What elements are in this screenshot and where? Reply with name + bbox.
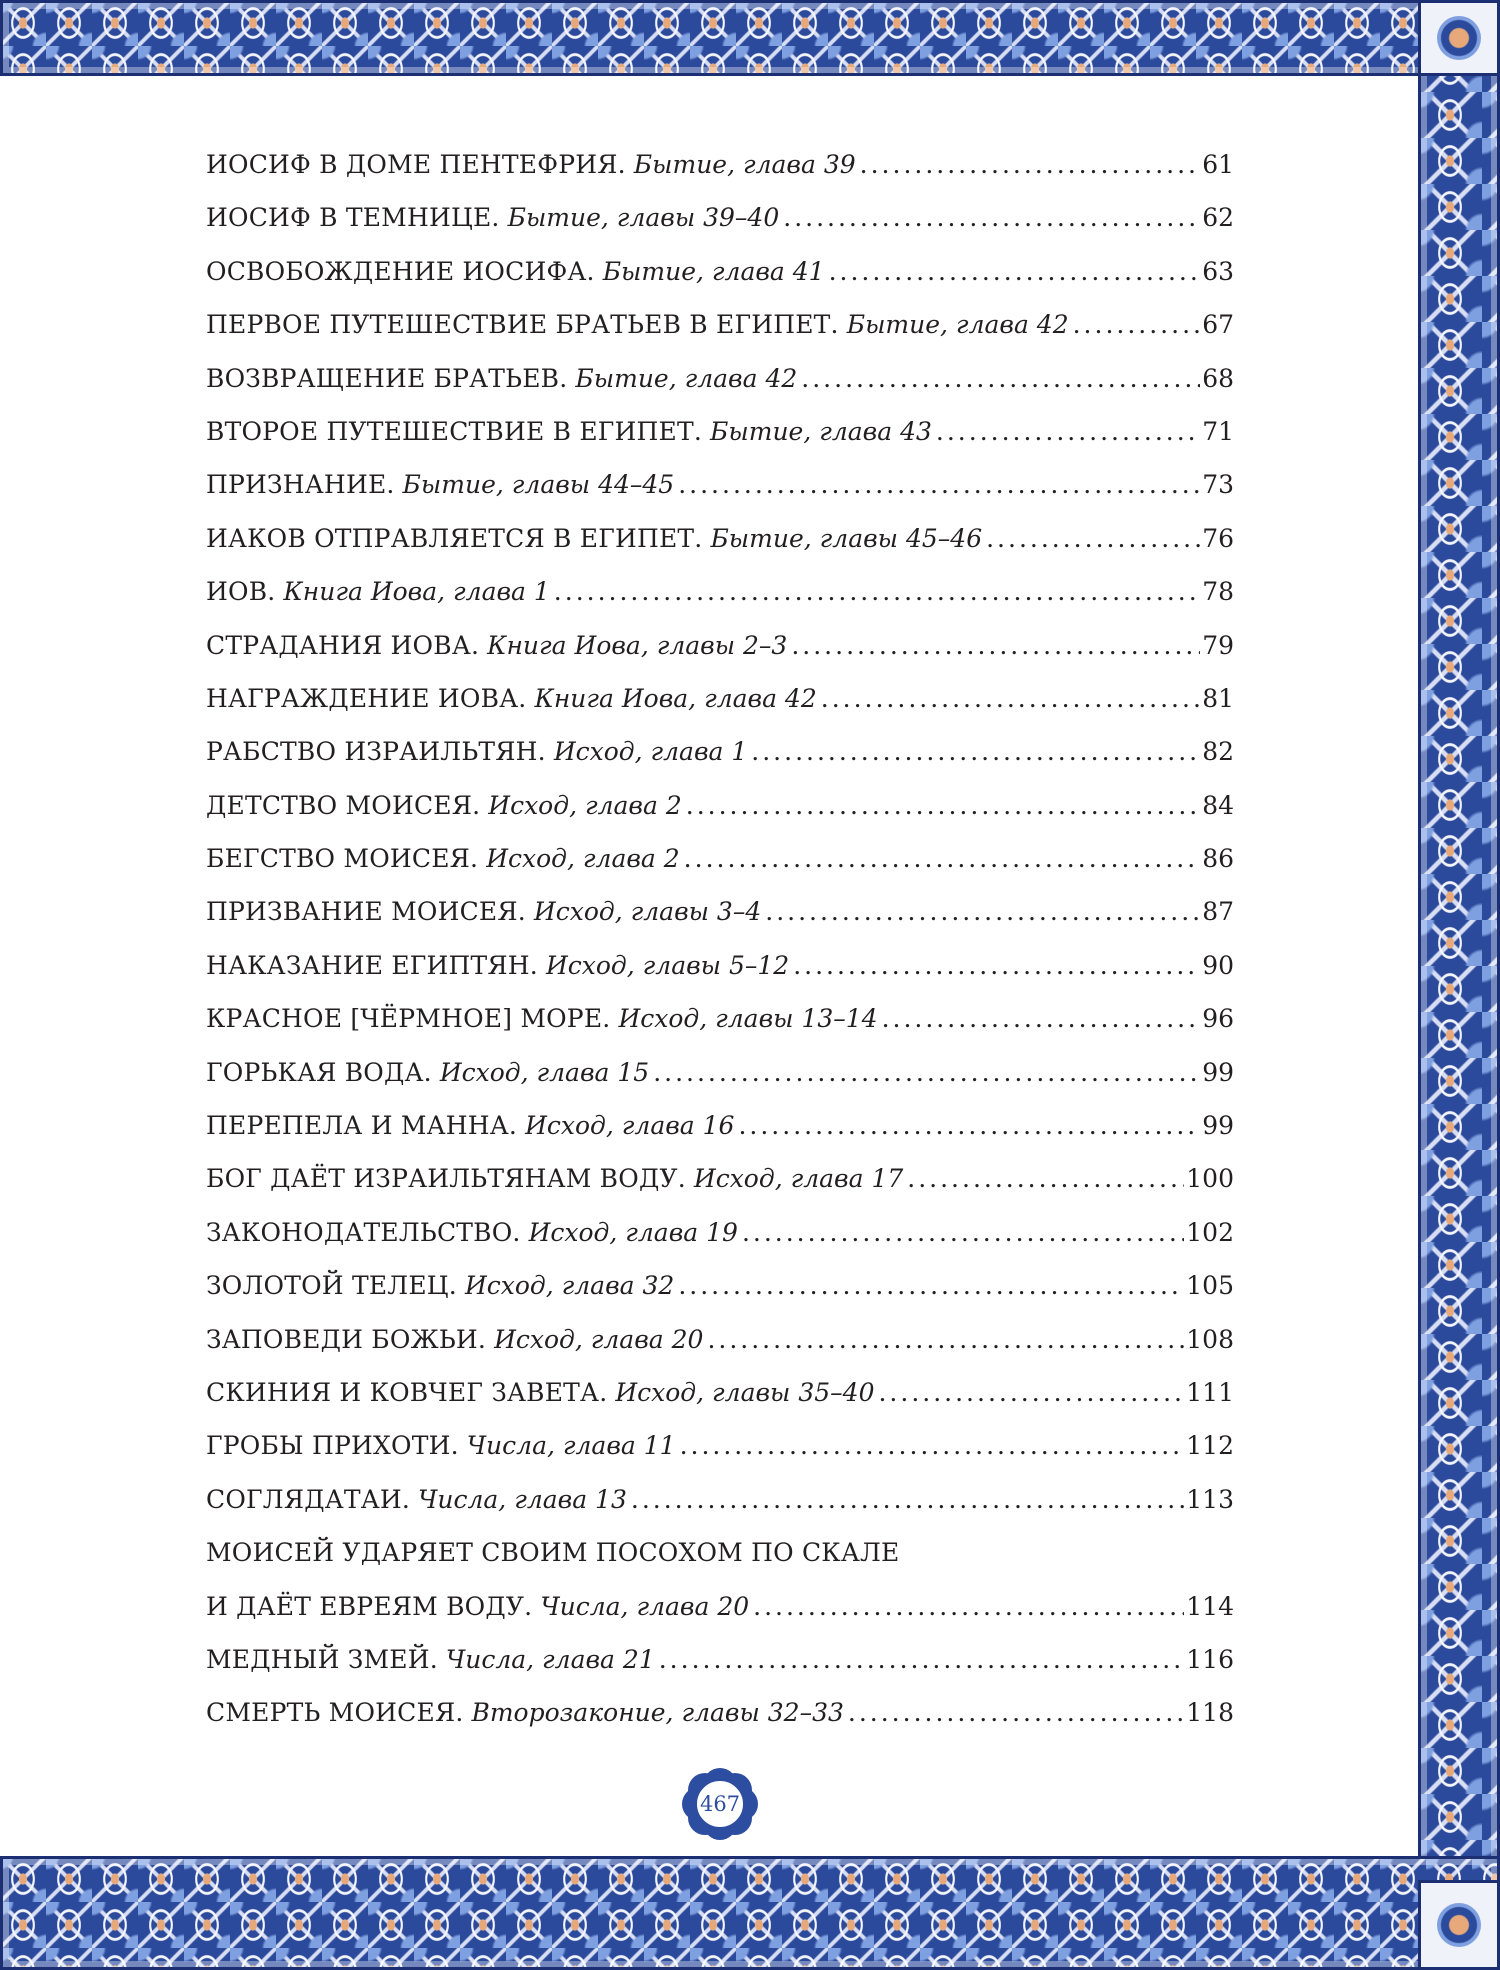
dot-leader bbox=[659, 1633, 1185, 1686]
toc-entry-page: 84 bbox=[1202, 790, 1234, 820]
toc-entry bbox=[206, 1313, 1234, 1366]
toc-entry-reference: Исход, главы 35–40 bbox=[615, 1377, 875, 1407]
toc-entry-page: 105 bbox=[1186, 1271, 1234, 1301]
toc-entry-reference: Исход, глава 2 bbox=[488, 790, 682, 820]
toc-entry-reference: Исход, глава 32 bbox=[464, 1271, 675, 1301]
toc-entry-reference: Числа, глава 11 bbox=[466, 1431, 676, 1461]
toc-entry-reference: Второзаконие, главы 32–33 bbox=[471, 1698, 844, 1728]
toc-entry-title: ИАКОВ ОТПРАВЛЯЕТСЯ В ЕГИПЕТ. bbox=[206, 523, 703, 553]
toc-entry-reference: Числа, глава 20 bbox=[540, 1591, 750, 1621]
toc-entry-title: ИОСИФ В ТЕМНИЦЕ. bbox=[206, 203, 500, 233]
dot-leader bbox=[631, 1473, 1184, 1526]
toc-entry-title: КРАСНОЕ [ЧЁРМНОЕ] МОРЕ. bbox=[206, 1004, 611, 1034]
toc-entry bbox=[206, 619, 1234, 672]
toc-entry-title: ПЕРЕПЕЛА И МАННА. bbox=[206, 1111, 518, 1141]
toc-entry-reference: Бытие, главы 45–46 bbox=[710, 523, 983, 553]
toc-entry-title: ПЕРВОЕ ПУТЕШЕСТВИЕ БРАТЬЕВ В ЕГИПЕТ. bbox=[206, 310, 839, 340]
toc-entry bbox=[206, 565, 1234, 618]
border-corner-bottom bbox=[1418, 1880, 1500, 1970]
toc-entry-title: ВОЗВРАЩЕНИЕ БРАТЬЕВ. bbox=[206, 363, 568, 393]
toc-entry-reference: Бытие, глава 43 bbox=[710, 416, 932, 446]
medallion-icon bbox=[1428, 1894, 1490, 1956]
dot-leader bbox=[829, 245, 1201, 298]
toc-entry bbox=[206, 1633, 1234, 1686]
page-number-badge bbox=[682, 1768, 758, 1840]
dot-leader bbox=[791, 619, 1200, 672]
toc-entry bbox=[206, 405, 1234, 458]
toc-entry-page: 62 bbox=[1202, 203, 1234, 233]
dot-leader bbox=[680, 1419, 1185, 1472]
toc-entry bbox=[206, 1526, 1234, 1633]
toc-entry bbox=[206, 725, 1234, 778]
dot-leader bbox=[684, 832, 1201, 885]
toc-entry-title: ПРИЗВАНИЕ МОИСЕЯ. bbox=[206, 897, 526, 927]
toc-entry-reference: Исход, глава 16 bbox=[525, 1111, 735, 1141]
toc-entry bbox=[206, 191, 1234, 244]
toc-entry-page: 78 bbox=[1202, 577, 1234, 607]
toc-entry-title: ПРИЗНАНИЕ. bbox=[206, 470, 395, 500]
toc-entry-title: ГРОБЫ ПРИХОТИ. bbox=[206, 1431, 459, 1461]
toc-entry-reference: Исход, глава 1 bbox=[553, 737, 748, 767]
toc-entry-title: БОГ ДАЁТ ИЗРАИЛЬТЯНАМ ВОДУ. bbox=[206, 1164, 686, 1194]
toc-entry-title: ОСВОБОЖДЕНИЕ ИОСИФА. bbox=[206, 256, 595, 286]
toc-entry-reference: Книга Иова, глава 42 bbox=[534, 683, 817, 713]
dot-leader bbox=[738, 1099, 1200, 1152]
dot-leader bbox=[783, 191, 1200, 244]
toc-entry bbox=[206, 352, 1234, 405]
toc-entry-page: 71 bbox=[1202, 416, 1234, 446]
toc-entry-page: 108 bbox=[1186, 1324, 1234, 1354]
dot-leader bbox=[986, 512, 1200, 565]
toc-entry bbox=[206, 779, 1234, 832]
ornamental-border-right bbox=[1418, 0, 1500, 1970]
toc-entry bbox=[206, 1473, 1234, 1526]
toc-entry bbox=[206, 1419, 1234, 1472]
toc-entry-page: 99 bbox=[1202, 1057, 1234, 1087]
dot-leader bbox=[753, 1580, 1184, 1633]
dot-leader bbox=[882, 992, 1201, 1045]
toc-entry-page: 111 bbox=[1186, 1377, 1234, 1407]
toc-entry-reference: Исход, главы 5–12 bbox=[545, 950, 790, 980]
toc-entry bbox=[206, 245, 1234, 298]
toc-entry-reference: Бытие, глава 42 bbox=[846, 310, 1069, 340]
toc-entry-title: ЗАПОВЕДИ БОЖЬИ. bbox=[206, 1324, 487, 1354]
toc-entry bbox=[206, 1686, 1234, 1739]
toc-entry-reference: Бытие, глава 41 bbox=[602, 256, 825, 286]
toc-entry bbox=[206, 672, 1234, 725]
toc-entry-reference: Бытие, глава 42 bbox=[575, 363, 798, 393]
toc-entry bbox=[206, 1366, 1234, 1419]
toc-entry-page: 113 bbox=[1186, 1484, 1234, 1514]
dot-leader bbox=[742, 1206, 1184, 1259]
toc-entry bbox=[206, 939, 1234, 992]
toc-entry bbox=[206, 1259, 1234, 1312]
medallion-icon bbox=[1428, 7, 1490, 69]
table-of-contents bbox=[206, 138, 1234, 1740]
dot-leader bbox=[907, 1152, 1184, 1205]
toc-entry-title: ИОВ. bbox=[206, 577, 276, 607]
toc-entry-page: 63 bbox=[1202, 256, 1234, 286]
toc-entry-page: 79 bbox=[1202, 630, 1234, 660]
toc-entry-title: ВТОРОЕ ПУТЕШЕСТВИЕ В ЕГИПЕТ. bbox=[206, 416, 702, 446]
dot-leader bbox=[686, 779, 1200, 832]
toc-entry-title: РАБСТВО ИЗРАИЛЬТЯН. bbox=[206, 737, 546, 767]
toc-entry bbox=[206, 298, 1234, 351]
toc-entry bbox=[206, 832, 1234, 885]
toc-entry-page: 90 bbox=[1202, 950, 1234, 980]
toc-entry-title: СОГЛЯДАТАИ. bbox=[206, 1484, 411, 1514]
dot-leader bbox=[765, 885, 1200, 938]
toc-entry-title: ЗОЛОТОЙ ТЕЛЕЦ. bbox=[206, 1271, 457, 1301]
toc-entry-page: 68 bbox=[1202, 363, 1234, 393]
border-corner-top bbox=[1418, 0, 1500, 76]
toc-entry-page: 96 bbox=[1202, 1004, 1234, 1034]
toc-entry bbox=[206, 1099, 1234, 1152]
toc-entry-page: 114 bbox=[1186, 1591, 1234, 1621]
toc-entry-title: СМЕРТЬ МОИСЕЯ. bbox=[206, 1698, 464, 1728]
toc-entry-title: ЗАКОНОДАТЕЛЬСТВО. bbox=[206, 1217, 521, 1247]
toc-entry-reference: Исход, глава 19 bbox=[528, 1217, 738, 1247]
toc-entry-title: И ДАЁТ ЕВРЕЯМ ВОДУ. bbox=[206, 1591, 533, 1621]
toc-entry-page: 99 bbox=[1202, 1111, 1234, 1141]
dot-leader bbox=[554, 565, 1200, 618]
toc-entry-title: СКИНИЯ И КОВЧЕГ ЗАВЕТА. bbox=[206, 1377, 608, 1407]
dot-leader bbox=[707, 1313, 1184, 1366]
dot-leader bbox=[821, 672, 1200, 725]
ornamental-border-bottom bbox=[0, 1856, 1500, 1970]
toc-entry-page: 100 bbox=[1186, 1164, 1234, 1194]
toc-entry-reference: Исход, главы 13–14 bbox=[618, 1004, 878, 1034]
dot-leader bbox=[860, 138, 1201, 191]
toc-entry-title-line1: МОИСЕЙ УДАРЯЕТ СВОИМ ПОСОХОМ ПО СКАЛЕ bbox=[206, 1538, 900, 1568]
toc-entry-title: СТРАДАНИЯ ИОВА. bbox=[206, 630, 480, 660]
toc-entry bbox=[206, 1152, 1234, 1205]
toc-entry-title: МЕДНЫЙ ЗМЕЙ. bbox=[206, 1644, 438, 1674]
toc-entry-page: 76 bbox=[1202, 523, 1234, 553]
toc-entry-page: 73 bbox=[1202, 470, 1234, 500]
toc-entry bbox=[206, 512, 1234, 565]
toc-entry-page: 86 bbox=[1202, 844, 1234, 874]
toc-entry-reference: Книга Иова, глава 1 bbox=[283, 577, 550, 607]
toc-entry-page: 87 bbox=[1202, 897, 1234, 927]
toc-entry-reference: Бытие, главы 39–40 bbox=[507, 203, 780, 233]
toc-entry-page: 116 bbox=[1186, 1644, 1234, 1674]
toc-entry bbox=[206, 458, 1234, 511]
toc-entry-page: 82 bbox=[1202, 737, 1234, 767]
toc-entry-reference: Исход, глава 20 bbox=[494, 1324, 704, 1354]
toc-entry-reference: Исход, глава 17 bbox=[693, 1164, 904, 1194]
toc-entry bbox=[206, 1046, 1234, 1099]
toc-entry-title: НАКАЗАНИЕ ЕГИПТЯН. bbox=[206, 950, 538, 980]
toc-entry-page: 81 bbox=[1202, 683, 1234, 713]
dot-leader bbox=[653, 1046, 1200, 1099]
toc-entry bbox=[206, 1206, 1234, 1259]
dot-leader bbox=[878, 1366, 1184, 1419]
dot-leader bbox=[848, 1686, 1184, 1739]
toc-entry-page: 118 bbox=[1186, 1698, 1234, 1728]
toc-entry-page: 61 bbox=[1202, 149, 1234, 179]
toc-entry-title: НАГРАЖДЕНИЕ ИОВА. bbox=[206, 683, 527, 713]
dot-leader bbox=[751, 725, 1200, 778]
toc-entry-reference: Исход, глава 15 bbox=[439, 1057, 650, 1087]
toc-entry-reference: Исход, главы 3–4 bbox=[533, 897, 762, 927]
toc-entry-title: БЕГСТВО МОИСЕЯ. bbox=[206, 844, 479, 874]
dot-leader bbox=[1073, 298, 1201, 351]
dot-leader bbox=[678, 1259, 1184, 1312]
dot-leader bbox=[936, 405, 1200, 458]
page-number: 467 bbox=[699, 1792, 741, 1816]
toc-entry-title: ГОРЬКАЯ ВОДА. bbox=[206, 1057, 432, 1087]
toc-entry-page: 112 bbox=[1186, 1431, 1234, 1461]
toc-entry-title: ИОСИФ В ДОМЕ ПЕНТЕФРИЯ. bbox=[206, 149, 626, 179]
dot-leader bbox=[793, 939, 1200, 992]
dot-leader bbox=[801, 352, 1200, 405]
toc-entry-reference: Бытие, глава 39 bbox=[633, 149, 856, 179]
dot-leader bbox=[678, 458, 1200, 511]
toc-entry-page: 67 bbox=[1202, 310, 1234, 340]
toc-entry-title: ДЕТСТВО МОИСЕЯ. bbox=[206, 790, 481, 820]
toc-entry-page: 102 bbox=[1186, 1217, 1234, 1247]
toc-entry-reference: Книга Иова, главы 2–3 bbox=[487, 630, 788, 660]
toc-entry bbox=[206, 885, 1234, 938]
toc-entry-reference: Числа, глава 13 bbox=[418, 1484, 627, 1514]
ornamental-border-top bbox=[0, 0, 1500, 76]
toc-entry-reference: Бытие, главы 44–45 bbox=[402, 470, 675, 500]
toc-entry-reference: Числа, глава 21 bbox=[445, 1644, 655, 1674]
toc-entry bbox=[206, 138, 1234, 191]
toc-entry-reference: Исход, глава 2 bbox=[486, 844, 680, 874]
toc-entry bbox=[206, 992, 1234, 1045]
